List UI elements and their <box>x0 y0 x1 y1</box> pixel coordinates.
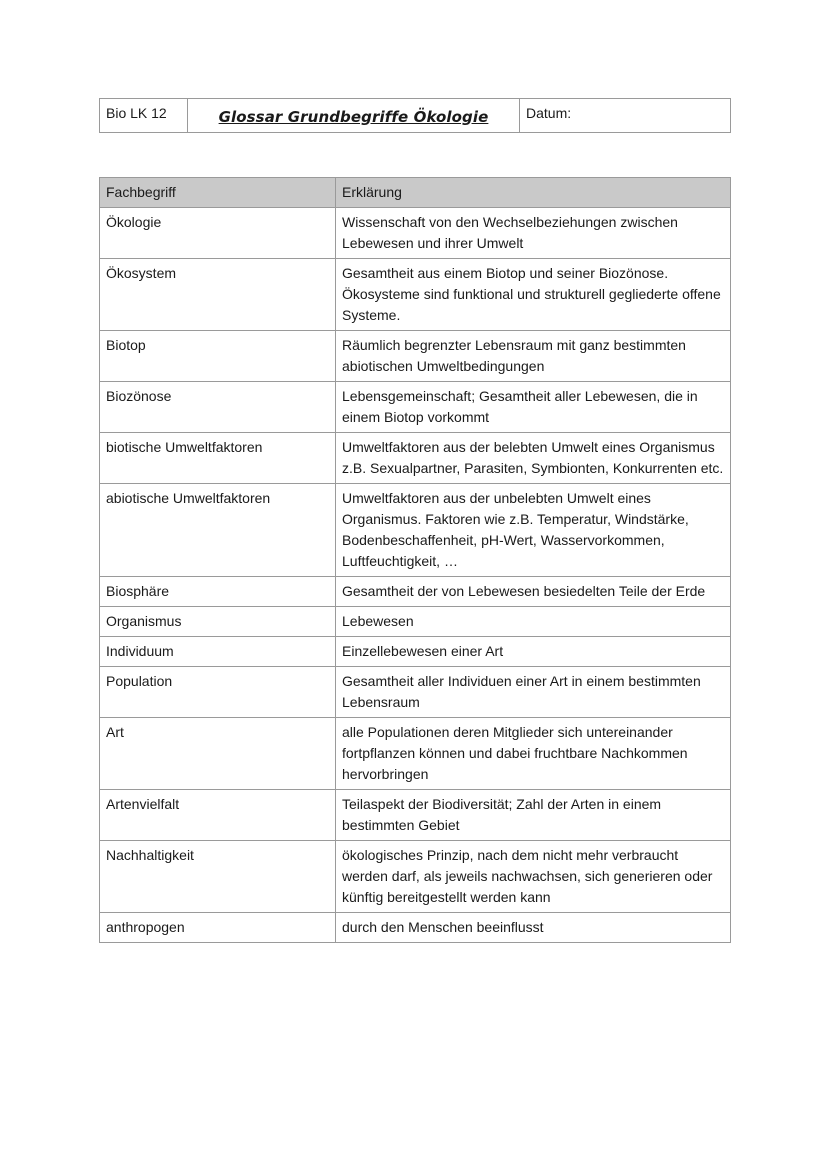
explanation-cell: Gesamtheit der von Lebewesen besiedelten Teile der Erde <box>336 577 731 607</box>
column-header-term: Fachbegriff <box>100 178 336 208</box>
table-row <box>100 484 731 577</box>
course-label: Bio LK 12 <box>100 99 188 133</box>
glossary-header-row <box>100 178 731 208</box>
explanation-cell: durch den Menschen beeinflusst <box>336 913 731 943</box>
explanation-cell: ökologisches Prinzip, nach dem nicht mehr verbraucht werden darf, als jeweils nachwachsen, sich generieren oder künftig bereitgestellt werden kann <box>336 841 731 913</box>
table-row <box>100 382 731 433</box>
title-cell <box>188 99 520 133</box>
table-row <box>100 331 731 382</box>
explanation-cell: Gesamtheit aller Individuen einer Art in einem bestimmten Lebensraum <box>336 667 731 718</box>
header-table <box>99 98 731 133</box>
table-row <box>100 433 731 484</box>
term-cell: Nachhaltigkeit <box>100 841 336 913</box>
term-cell: biotische Umweltfaktoren <box>100 433 336 484</box>
table-row <box>100 913 731 943</box>
explanation-cell: Umweltfaktoren aus der belebten Umwelt eines Organismus z.B. Sexualpartner, Parasiten, Symbionten, Konkurrenten etc. <box>336 433 731 484</box>
table-row <box>100 208 731 259</box>
table-row <box>100 841 731 913</box>
explanation-cell: Umweltfaktoren aus der unbelebten Umwelt eines Organismus. Faktoren wie z.B. Temperatur, Windstärke, Bodenbeschaffenheit, pH-Wert, Wasservorkommen, Luftfeuchtigkeit, … <box>336 484 731 577</box>
term-cell: Individuum <box>100 637 336 667</box>
header-row <box>100 99 731 133</box>
explanation-cell: Wissenschaft von den Wechselbeziehungen zwischen Lebewesen und ihrer Umwelt <box>336 208 731 259</box>
term-cell: Biozönose <box>100 382 336 433</box>
term-cell: Organismus <box>100 607 336 637</box>
term-cell: Artenvielfalt <box>100 790 336 841</box>
explanation-cell: alle Populationen deren Mitglieder sich untereinander fortpflanzen können und dabei fruchtbare Nachkommen hervorbringen <box>336 718 731 790</box>
term-cell: Ökologie <box>100 208 336 259</box>
term-cell: Ökosystem <box>100 259 336 331</box>
explanation-cell: Lebensgemeinschaft; Gesamtheit aller Lebewesen, die in einem Biotop vorkommt <box>336 382 731 433</box>
date-field: Datum: <box>520 99 731 133</box>
table-row <box>100 790 731 841</box>
document-title: Glossar Grundbegriffe Ökologie <box>218 108 489 126</box>
term-cell: Population <box>100 667 336 718</box>
table-row <box>100 259 731 331</box>
term-cell: Art <box>100 718 336 790</box>
table-row <box>100 667 731 718</box>
table-row <box>100 607 731 637</box>
explanation-cell: Gesamtheit aus einem Biotop und seiner Biozönose. Ökosysteme sind funktional und strukturell gegliederte offene Systeme. <box>336 259 731 331</box>
explanation-cell: Räumlich begrenzter Lebensraum mit ganz bestimmten abiotischen Umweltbedingungen <box>336 331 731 382</box>
term-cell: Biosphäre <box>100 577 336 607</box>
term-cell: anthropogen <box>100 913 336 943</box>
term-cell: Biotop <box>100 331 336 382</box>
term-cell: abiotische Umweltfaktoren <box>100 484 336 577</box>
glossary-table <box>99 177 731 943</box>
explanation-cell: Teilaspekt der Biodiversität; Zahl der Arten in einem bestimmten Gebiet <box>336 790 731 841</box>
table-row <box>100 577 731 607</box>
column-header-explanation: Erklärung <box>336 178 731 208</box>
explanation-cell: Lebewesen <box>336 607 731 637</box>
table-row <box>100 718 731 790</box>
table-row <box>100 637 731 667</box>
explanation-cell: Einzellebewesen einer Art <box>336 637 731 667</box>
